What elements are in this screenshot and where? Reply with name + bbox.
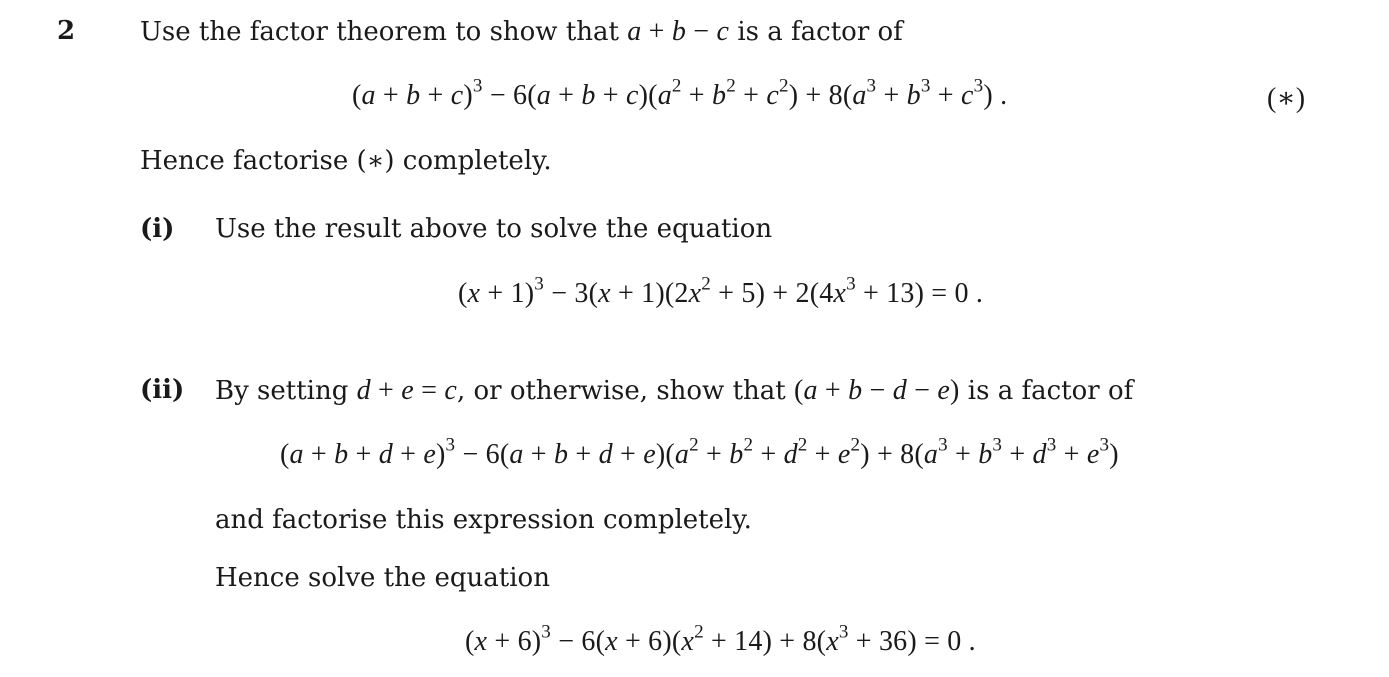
intro-prefix: Use the factor theorem to show that xyxy=(140,17,628,47)
intro-math: a + b − c xyxy=(627,16,730,47)
equation-part-ii-final: $(x + 6)^3 - 6(x + 6)(x^2 + 14) + 8(x^3 + 36) = 0$ . xyxy=(465,621,976,657)
star-label: (∗) xyxy=(1267,83,1306,114)
part-ii-hence-text: Hence solve the equation xyxy=(215,563,550,593)
part-ii-text xyxy=(215,375,1133,407)
question-intro xyxy=(140,16,903,48)
part-i-text: Use the result above to solve the equation xyxy=(215,214,773,244)
equation-part-i: $(x + 1)^3 - 3(x + 1)(2x^2 + 5) + 2(4x^3 + 13) = 0$ . xyxy=(458,273,984,309)
hence-factorise-text: Hence factorise (∗) completely. xyxy=(140,146,552,176)
intro-suffix: is a factor of xyxy=(729,17,903,47)
part-ii-factorise-text: and factorise this expression completely. xyxy=(215,505,752,535)
equation-part-ii-expression: $(a + b + d + e)^3 - 6(a + b + d + e)(a^2 + b^2 + d^2 + e^2) + 8(a^3 + b^3 + d^3 + e^3)$ xyxy=(280,434,1119,470)
question-number: 2 xyxy=(57,16,76,46)
part-ii-suffix: is a factor of xyxy=(959,376,1134,406)
part-ii-mid: , or otherwise, show that xyxy=(456,376,794,406)
part-ii-factor: (a + b − d − e) xyxy=(794,375,960,406)
part-ii-substitution: d + e = c xyxy=(356,375,457,406)
part-ii-prefix: By setting xyxy=(215,376,357,406)
part-i-label: (i) xyxy=(140,214,175,244)
part-ii-label: (ii) xyxy=(140,375,185,405)
equation-star: $(a + b + c)^3 - 6(a + b + c)(a^2 + b^2 + c^2) + 8(a^3 + b^3 + c^3)$ . xyxy=(352,75,1008,111)
